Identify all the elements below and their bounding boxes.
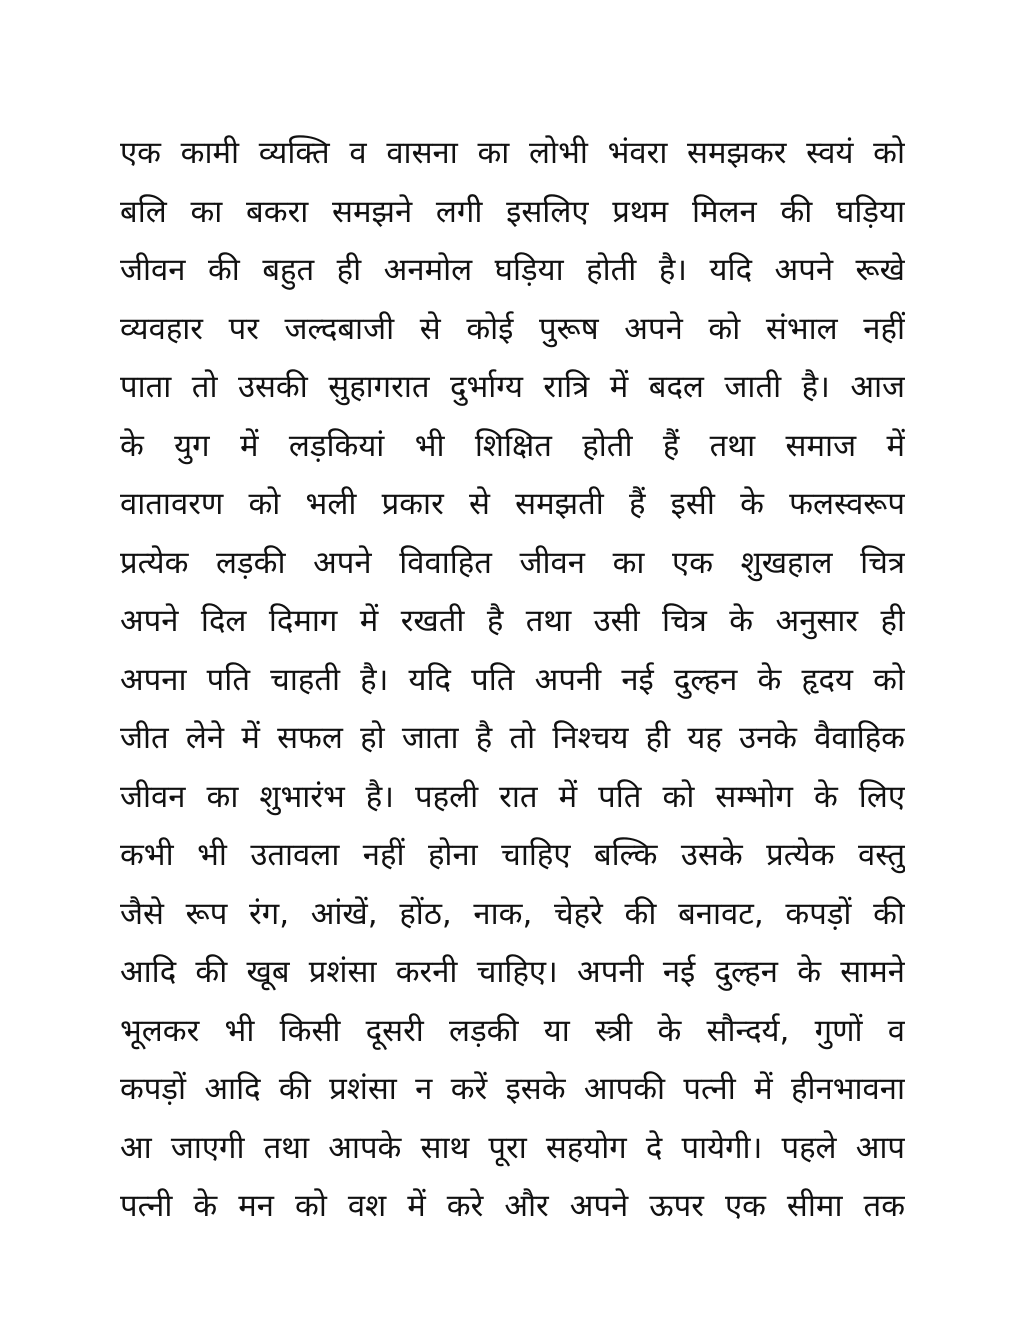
text-line: आदि की खूब प्रशंसा करनी चाहिए। अपनी नई दुल्हन के सामने — [120, 954, 905, 990]
text-line: एक कामी व्यक्ति व वासना का लोभी भंवरा समझकर स्वयं को — [120, 135, 905, 171]
text-line: भूलकर भी किसी दूसरी लड़की या स्त्री के सौन्दर्य, गुणों व — [120, 1012, 905, 1049]
text-line: जीवन का शुभारंभ है। पहली रात में पति को सम्भोग के लिए — [120, 778, 905, 815]
text-line: पत्नी के मन को वश में करे और अपने ऊपर एक सीमा तक — [120, 1188, 905, 1224]
text-line: कपड़ों आदि की प्रशंसा न करें इसके आपकी पत्नी में हीनभावना — [120, 1071, 905, 1107]
text-line: अपना पति चाहती है। यदि पति अपनी नई दुल्हन के हृदय को — [120, 661, 905, 698]
text-line: कभी भी उतावला नहीं होना चाहिए बल्कि उसके प्रत्येक वस्तु — [120, 837, 905, 873]
text-line: वातावरण को भली प्रकार से समझती हैं इसी के फलस्वरूप — [120, 486, 905, 522]
text-line: जैसे रूप रंग, आंखें, होंठ, नाक, चेहरे की बनावट, कपड़ों की — [120, 895, 905, 932]
text-line: अपने दिल दिमाग में रखती है तथा उसी चित्र के अनुसार ही — [120, 603, 905, 639]
text-line: जीवन की बहुत ही अनमोल घड़िया होती है। यदि अपने रूखे — [120, 252, 905, 288]
text-line: व्यवहार पर जल्दबाजी से कोई पुरूष अपने को संभाल नहीं — [120, 310, 905, 347]
text-line: प्रत्येक लड़की अपने विवाहित जीवन का एक शुखहाल चित्र — [120, 544, 905, 581]
text-line: आ जाएगी तथा आपके साथ पूरा सहयोग दे पायेगी। पहले आप — [120, 1129, 905, 1166]
text-line: के युग में लड़कियां भी शिक्षित होती हैं तथा समाज में — [120, 427, 905, 464]
text-line: बलि का बकरा समझने लगीे इसलिए प्रथम मिलन की घड़िया — [120, 193, 905, 230]
body-paragraph — [120, 124, 905, 1236]
text-line: जीत लेने में सफल हो जाता है तो निश्चय ही यह उनके वैवाहिक — [120, 720, 905, 756]
text-line: पाता तो उसकी सुहागरात दुर्भाग्य रात्रि में बदल जाती है। आज — [120, 369, 905, 405]
